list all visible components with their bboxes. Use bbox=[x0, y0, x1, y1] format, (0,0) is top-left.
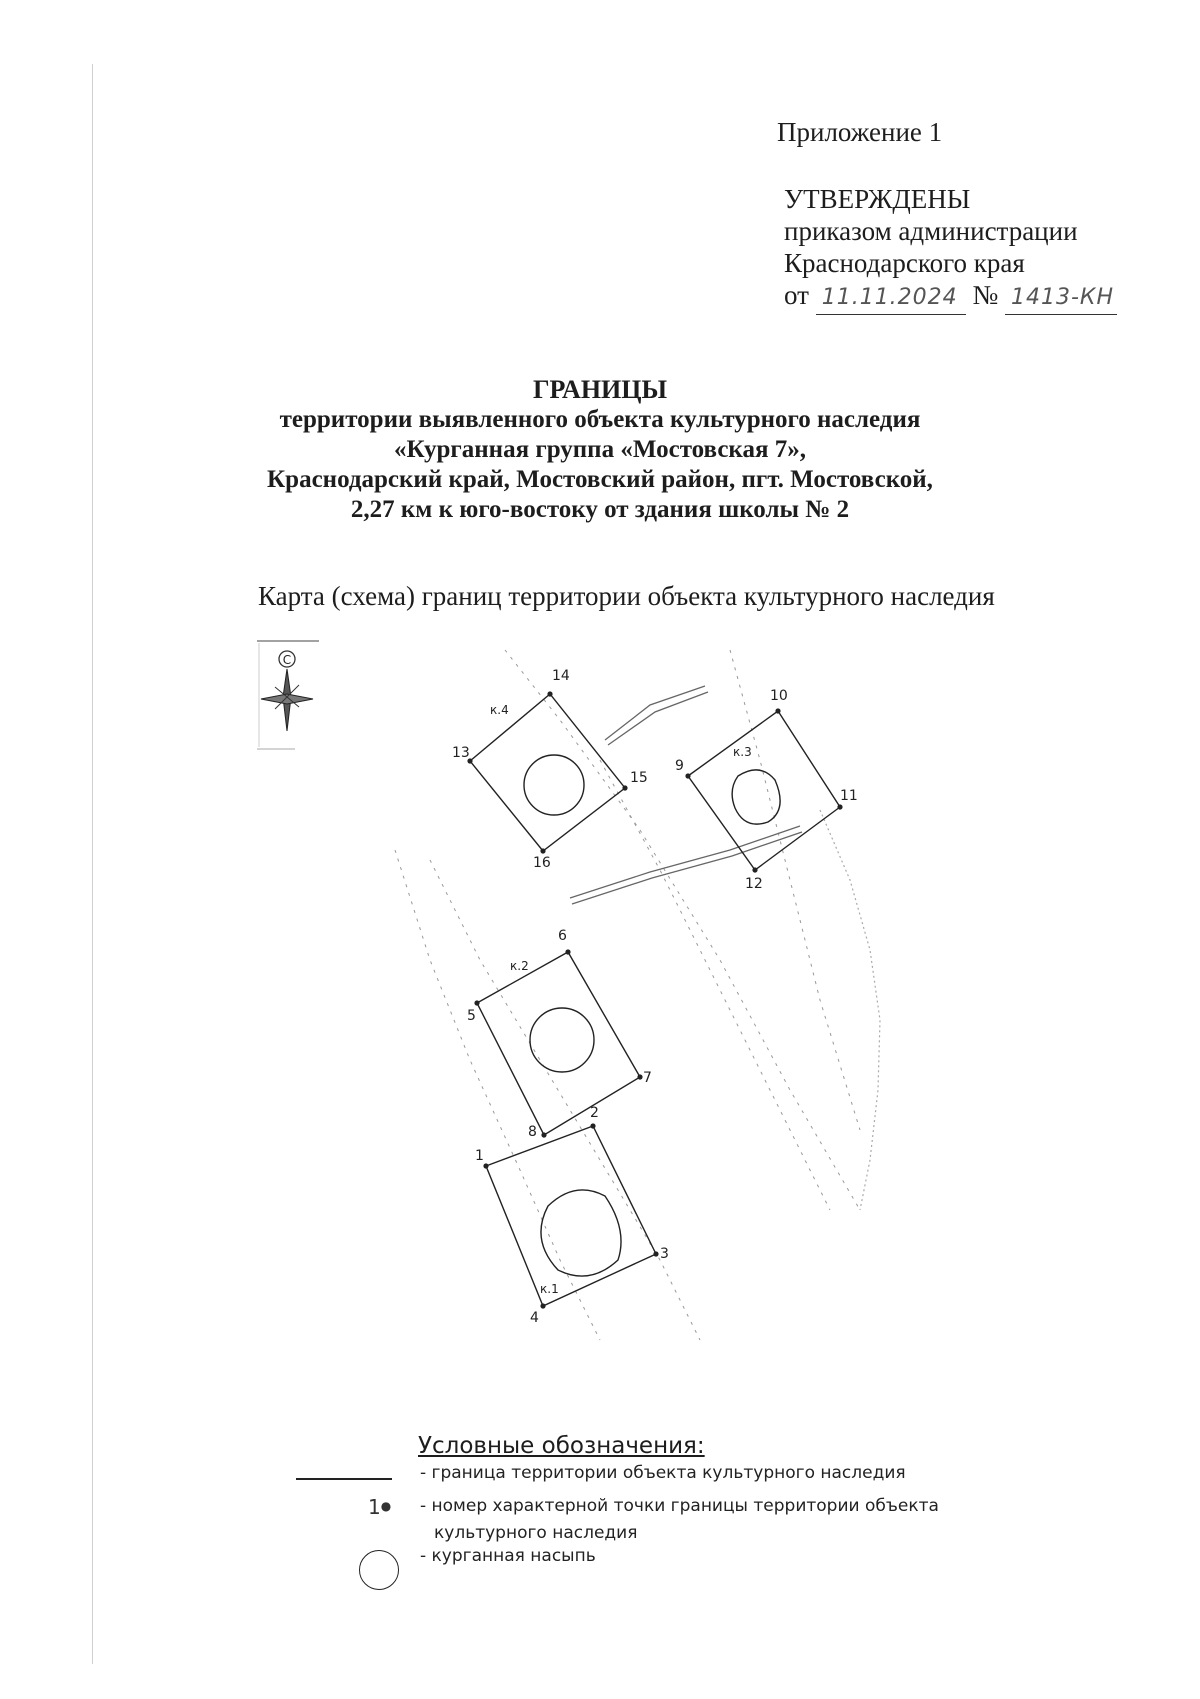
kurgan-3-boundary bbox=[688, 711, 840, 870]
kurgan-2-boundary bbox=[477, 952, 640, 1135]
kurgan-label-2: к.2 bbox=[510, 959, 529, 973]
point-label-9: 9 bbox=[675, 758, 684, 774]
point-label-1: 1 bbox=[475, 1148, 484, 1164]
order-date: 11.11.2024 bbox=[816, 282, 966, 315]
point-label-15: 15 bbox=[630, 770, 648, 786]
point-label-12: 12 bbox=[745, 876, 763, 892]
point-4 bbox=[540, 1303, 545, 1308]
terrain-line-3 bbox=[395, 850, 600, 1340]
page-margin-line bbox=[92, 64, 93, 1664]
point-12 bbox=[752, 867, 757, 872]
point-label-5: 5 bbox=[467, 1008, 476, 1024]
kurgan-2-mound bbox=[530, 1008, 594, 1072]
point-label-6: 6 bbox=[558, 928, 567, 944]
point-3 bbox=[653, 1251, 658, 1256]
kurgan-3-mound bbox=[732, 770, 780, 824]
legend-point-symbol bbox=[368, 1495, 391, 1519]
order-date-line bbox=[784, 279, 1117, 315]
date-prefix: от bbox=[784, 280, 809, 310]
title-line-1: территории выявленного объекта культурного наследия bbox=[279, 406, 921, 433]
kurgan-1-boundary bbox=[486, 1126, 656, 1306]
point-16 bbox=[540, 848, 545, 853]
kurgan-label-1: к.1 bbox=[540, 1282, 559, 1296]
approved-line-3: Краснодарского края bbox=[784, 248, 1025, 278]
approved-line-2: приказом администрации bbox=[784, 216, 1078, 246]
title-main: ГРАНИЦЫ bbox=[532, 375, 668, 404]
document-title bbox=[150, 375, 1050, 525]
legend-point-number: 1 bbox=[368, 1495, 381, 1519]
point-label-16: 16 bbox=[533, 855, 551, 871]
kurgan-4-mound bbox=[524, 755, 584, 815]
legend-point-text-2: культурного наследия bbox=[434, 1523, 638, 1543]
point-label-4: 4 bbox=[530, 1310, 539, 1326]
point-7 bbox=[637, 1074, 642, 1079]
edge-line bbox=[820, 810, 880, 1210]
legend-mound-text: - курганная насыпь bbox=[420, 1546, 596, 1566]
point-10 bbox=[775, 708, 780, 713]
point-label-8: 8 bbox=[528, 1124, 537, 1140]
approved-line-1: УТВЕРЖДЕНЫ bbox=[784, 184, 971, 214]
boundary-map bbox=[250, 620, 910, 1360]
road-1a bbox=[605, 686, 705, 740]
kurgan-1-mound bbox=[541, 1190, 621, 1276]
point-label-2: 2 bbox=[590, 1105, 599, 1121]
order-number: 1413-КН bbox=[1005, 282, 1117, 315]
point-label-7: 7 bbox=[643, 1070, 652, 1086]
point-9 bbox=[685, 773, 690, 778]
legend-boundary-symbol bbox=[296, 1478, 392, 1480]
kurgan-label-3: к.3 bbox=[733, 745, 752, 759]
approval-block bbox=[784, 183, 1117, 315]
point-14 bbox=[547, 691, 552, 696]
legend-title: Условные обозначения: bbox=[418, 1433, 705, 1459]
edge-line-path bbox=[820, 810, 880, 1210]
title-line-3: Краснодарский край, Мостовский район, пгт. Мостовской, bbox=[267, 466, 933, 493]
point-11 bbox=[837, 804, 842, 809]
appendix-label: Приложение 1 bbox=[777, 117, 943, 147]
point-8 bbox=[541, 1132, 546, 1137]
point-label-13: 13 bbox=[452, 745, 470, 761]
compass-letter: С bbox=[282, 653, 292, 667]
point-15 bbox=[622, 785, 627, 790]
number-sign: № bbox=[972, 280, 999, 310]
road-1b bbox=[608, 692, 708, 745]
point-label-11: 11 bbox=[840, 788, 858, 804]
point-label-3: 3 bbox=[660, 1246, 669, 1262]
road-2b bbox=[572, 832, 802, 904]
legend-point-dot-icon: ● bbox=[380, 1499, 392, 1513]
point-1 bbox=[483, 1163, 488, 1168]
title-line-2: «Курганная группа «Мостовская 7», bbox=[394, 436, 806, 463]
point-5 bbox=[474, 1000, 479, 1005]
legend-boundary-text: - граница территории объекта культурного наследия bbox=[420, 1463, 906, 1483]
point-label-14: 14 bbox=[552, 668, 570, 684]
kurgan-4-boundary bbox=[470, 694, 625, 851]
legend-point-text-1: - номер характерной точки границы территории объекта bbox=[420, 1496, 939, 1516]
mounds bbox=[524, 755, 780, 1276]
map-caption: Карта (схема) границ территории объекта культурного наследия bbox=[258, 581, 995, 611]
point-label-10: 10 bbox=[770, 688, 788, 704]
point-6 bbox=[565, 949, 570, 954]
point-2 bbox=[590, 1123, 595, 1128]
legend-mound-symbol bbox=[359, 1550, 399, 1590]
title-line-4: 2,27 км к юго-востоку от здания школы № 2 bbox=[350, 496, 850, 523]
boundary-polygons bbox=[470, 694, 840, 1306]
kurgan-label-4: к.4 bbox=[490, 703, 509, 717]
